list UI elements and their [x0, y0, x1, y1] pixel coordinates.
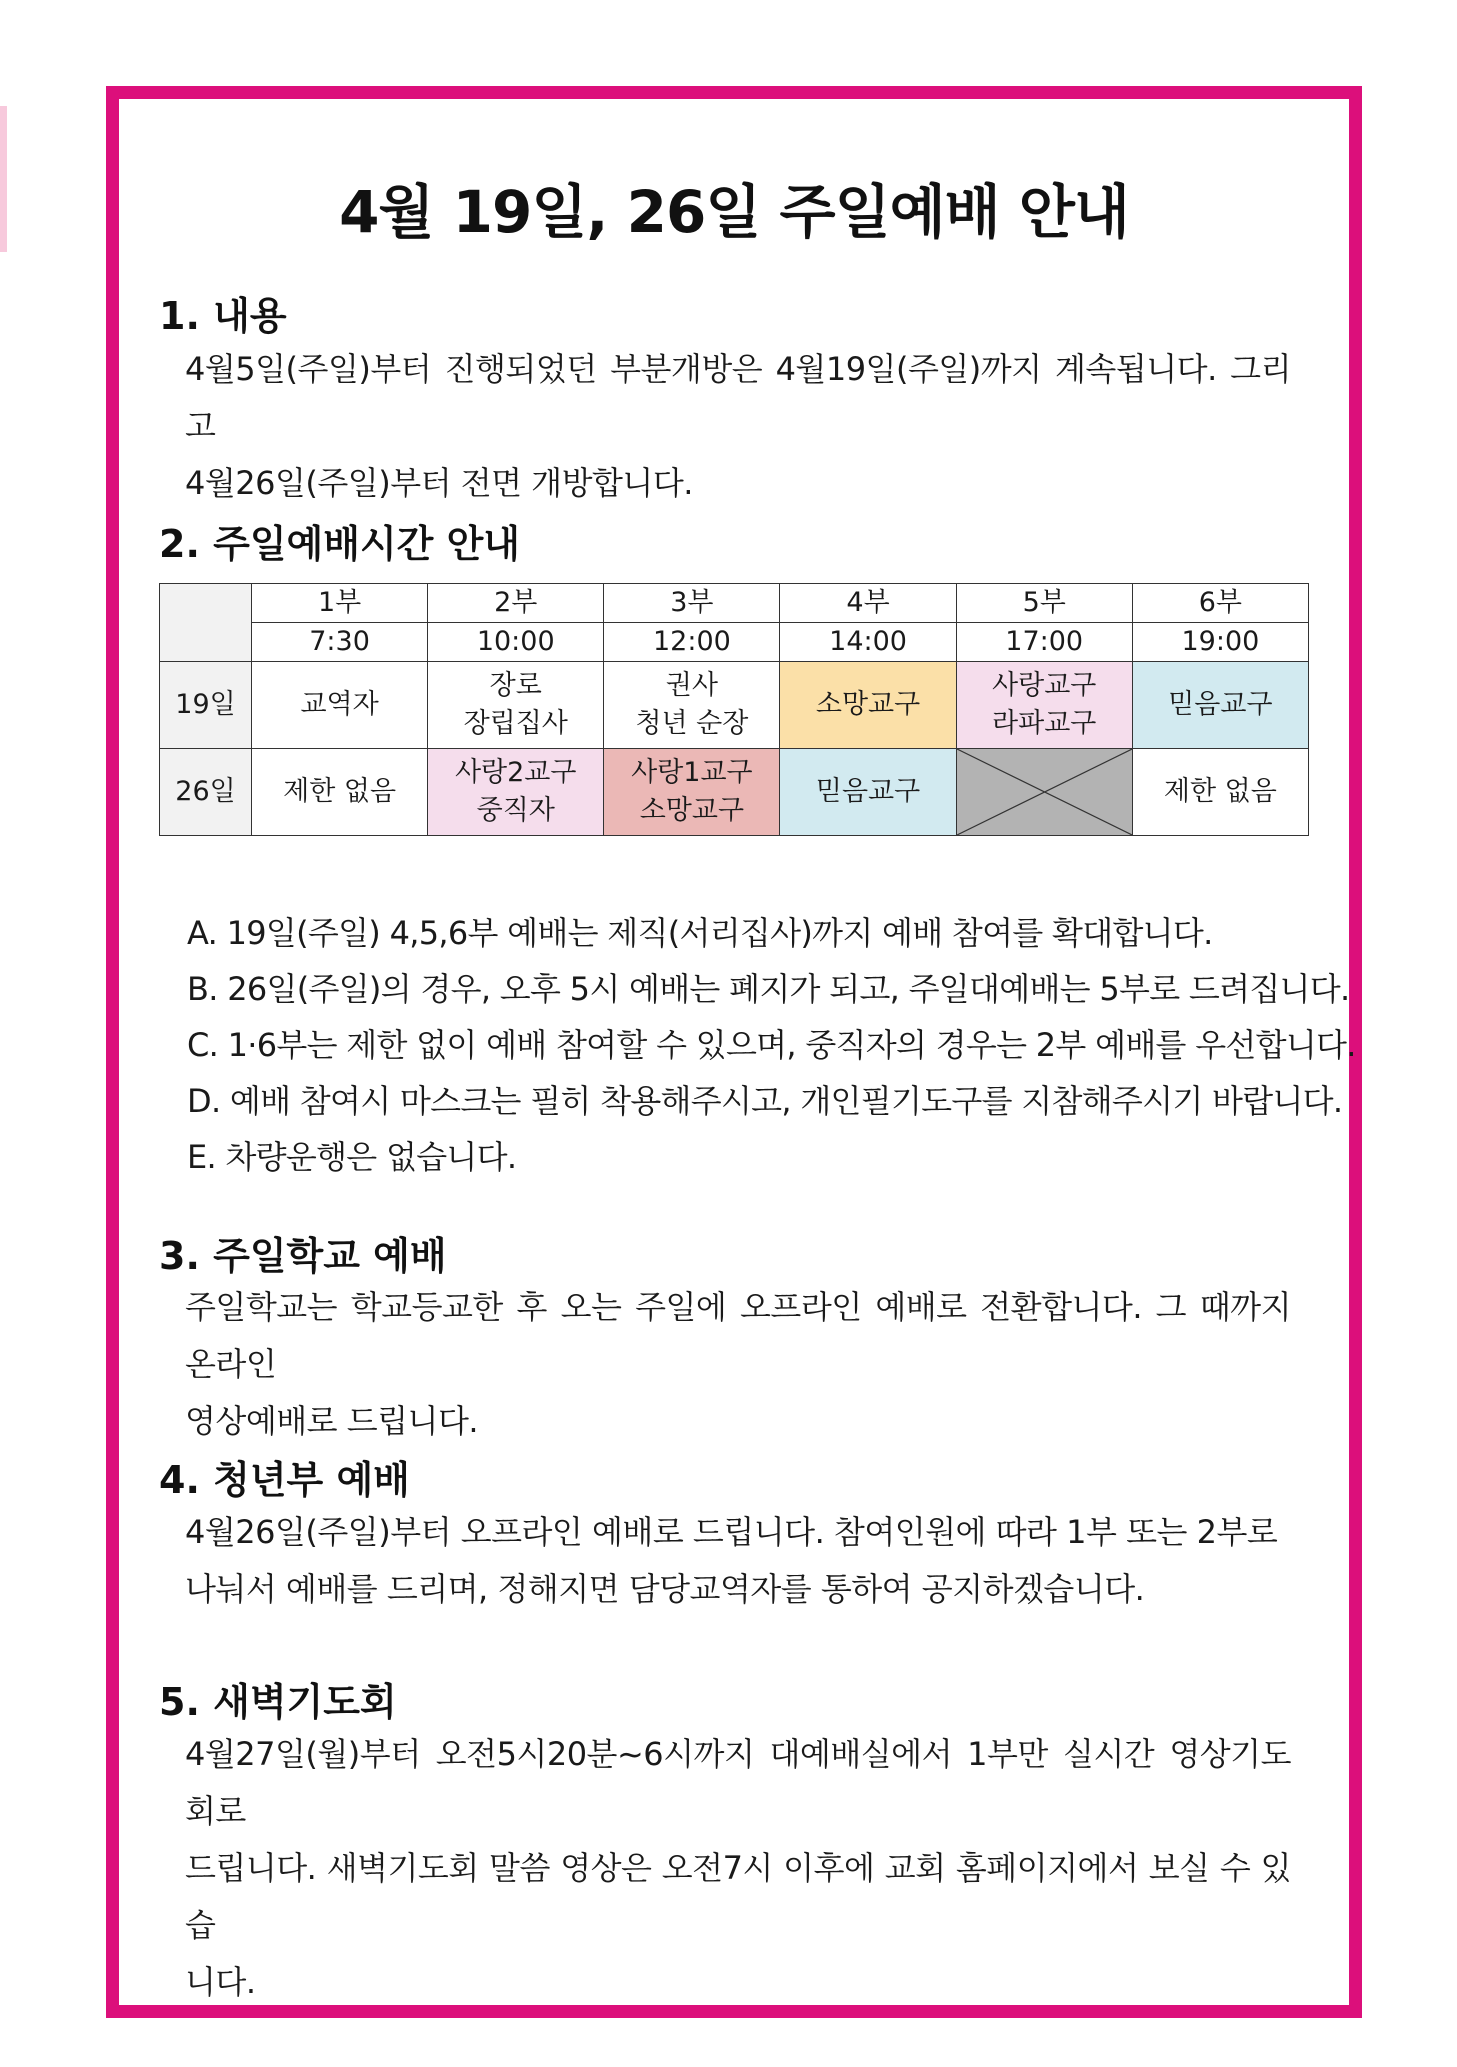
side-tab-decoration: [0, 106, 7, 252]
note-item: E. 차량운행은 없습니다.: [187, 1138, 517, 1176]
service-time: 17:00: [956, 623, 1132, 662]
cell-text: 교역자: [300, 689, 379, 720]
service-time: 10:00: [428, 623, 604, 662]
cell-text: 믿음교구: [815, 776, 921, 807]
cell-26-service-6: [1132, 749, 1308, 836]
section-3-line: 주일학교는 학교등교한 후 오는 주일에 오프라인 예배로 전환합니다. 그 때까지 온라인: [185, 1288, 1291, 1383]
notice-frame: [106, 86, 1362, 2018]
section-5-heading: 5. 새벽기도회: [159, 1680, 397, 1724]
cell-26-service-5-cancelled: [956, 749, 1132, 836]
page-title: 4월 19일, 26일 주일예배 안내: [339, 178, 1129, 246]
table-header-services: [160, 584, 1309, 623]
note-item: C. 1·6부는 제한 없이 예배 참여할 수 있으며, 중직자의 경우는 2부 예배를 우선합니다.: [187, 1026, 1356, 1064]
cell-19-service-6: [1132, 662, 1308, 749]
section-3-line: 영상예배로 드립니다.: [185, 1402, 479, 1440]
section-3-heading: 3. 주일학교 예배: [159, 1234, 447, 1278]
service-header: 1부: [252, 584, 428, 623]
service-header: 6부: [1132, 584, 1308, 623]
table-row-26: [160, 749, 1309, 836]
cell-text: 사랑2교구: [454, 757, 577, 788]
service-time: 7:30: [252, 623, 428, 662]
note-item: D. 예배 참여시 마스크는 필히 착용해주시고, 개인필기도구를 지참해주시기 바랍니다.: [187, 1082, 1343, 1120]
cell-text: 사랑교구: [992, 670, 1097, 701]
section-2-notes: [187, 905, 1356, 1185]
cell-text: 라파교구: [992, 708, 1097, 739]
note-item: A. 19일(주일) 4,5,6부 예배는 제직(서리집사)까지 예배 참여를 확대합니다.: [187, 914, 1213, 952]
cell-26-service-1: [252, 749, 428, 836]
service-time: 14:00: [780, 623, 956, 662]
row-label-19: 19일: [160, 662, 252, 749]
section-1-line: 4월5일(주일)부터 진행되었던 부분개방은 4월19일(주일)까지 계속됩니다. 그리고: [185, 350, 1291, 445]
row-label-26: 26일: [160, 749, 252, 836]
section-1-line: 4월26일(주일)부터 전면 개방합니다.: [185, 464, 693, 502]
cell-text: 소망교구: [815, 689, 921, 720]
cancelled-cross-icon: [957, 749, 1132, 835]
cell-26-service-4: [780, 749, 956, 836]
cell-text: 청년 순장: [635, 708, 749, 739]
section-2-heading: 2. 주일예배시간 안내: [159, 522, 520, 566]
section-4-body: [185, 1504, 1291, 1618]
service-schedule-table: [159, 583, 1309, 836]
cell-19-service-5: [956, 662, 1132, 749]
section-4-heading: 4. 청년부 예배: [159, 1458, 410, 1502]
table-header-times: [160, 623, 1309, 662]
cell-19-service-2: [428, 662, 604, 749]
cell-19-service-4: [780, 662, 956, 749]
section-5-body: [185, 1726, 1291, 2011]
service-header: 2부: [428, 584, 604, 623]
section-5-line: 니다.: [185, 1963, 256, 2001]
service-time: 12:00: [604, 623, 780, 662]
cell-text: 중직자: [476, 795, 555, 826]
cell-text: 믿음교구: [1168, 689, 1273, 720]
cell-text: 제한 없음: [283, 776, 397, 807]
section-3-body: [185, 1279, 1291, 1450]
cell-text: 소망교구: [639, 795, 745, 826]
table-corner-cell: [160, 584, 252, 662]
service-time: 19:00: [1132, 623, 1308, 662]
section-5-line: 4월27일(월)부터 오전5시20분~6시까지 대예배실에서 1부만 실시간 영상기도회로: [185, 1735, 1291, 1830]
table-row-19: [160, 662, 1309, 749]
section-4-line: 4월26일(주일)부터 오프라인 예배로 드립니다. 참여인원에 따라 1부 또는 2부로: [185, 1513, 1278, 1551]
cell-26-service-3: [604, 749, 780, 836]
cell-text: 권사: [665, 670, 718, 701]
cell-19-service-3: [604, 662, 780, 749]
note-item: B. 26일(주일)의 경우, 오후 5시 예배는 폐지가 되고, 주일대예배는 5부로 드려집니다.: [187, 970, 1350, 1008]
service-header: 4부: [780, 584, 956, 623]
cell-26-service-2: [428, 749, 604, 836]
cell-text: 장립집사: [463, 708, 568, 739]
cell-text: 사랑1교구: [631, 757, 753, 788]
section-1-body: [185, 341, 1291, 512]
cell-text: 장로: [489, 670, 542, 701]
cell-19-service-1: [252, 662, 428, 749]
service-header: 5부: [956, 584, 1132, 623]
section-4-line: 나눠서 예배를 드리며, 정해지면 담당교역자를 통하여 공지하겠습니다.: [185, 1570, 1145, 1608]
section-5-line: 드립니다. 새벽기도회 말씀 영상은 오전7시 이후에 교회 홈페이지에서 보실 수 있습: [185, 1849, 1291, 1944]
section-1-heading: 1. 내용: [159, 294, 287, 338]
cell-text: 제한 없음: [1163, 776, 1277, 807]
service-header: 3부: [604, 584, 780, 623]
